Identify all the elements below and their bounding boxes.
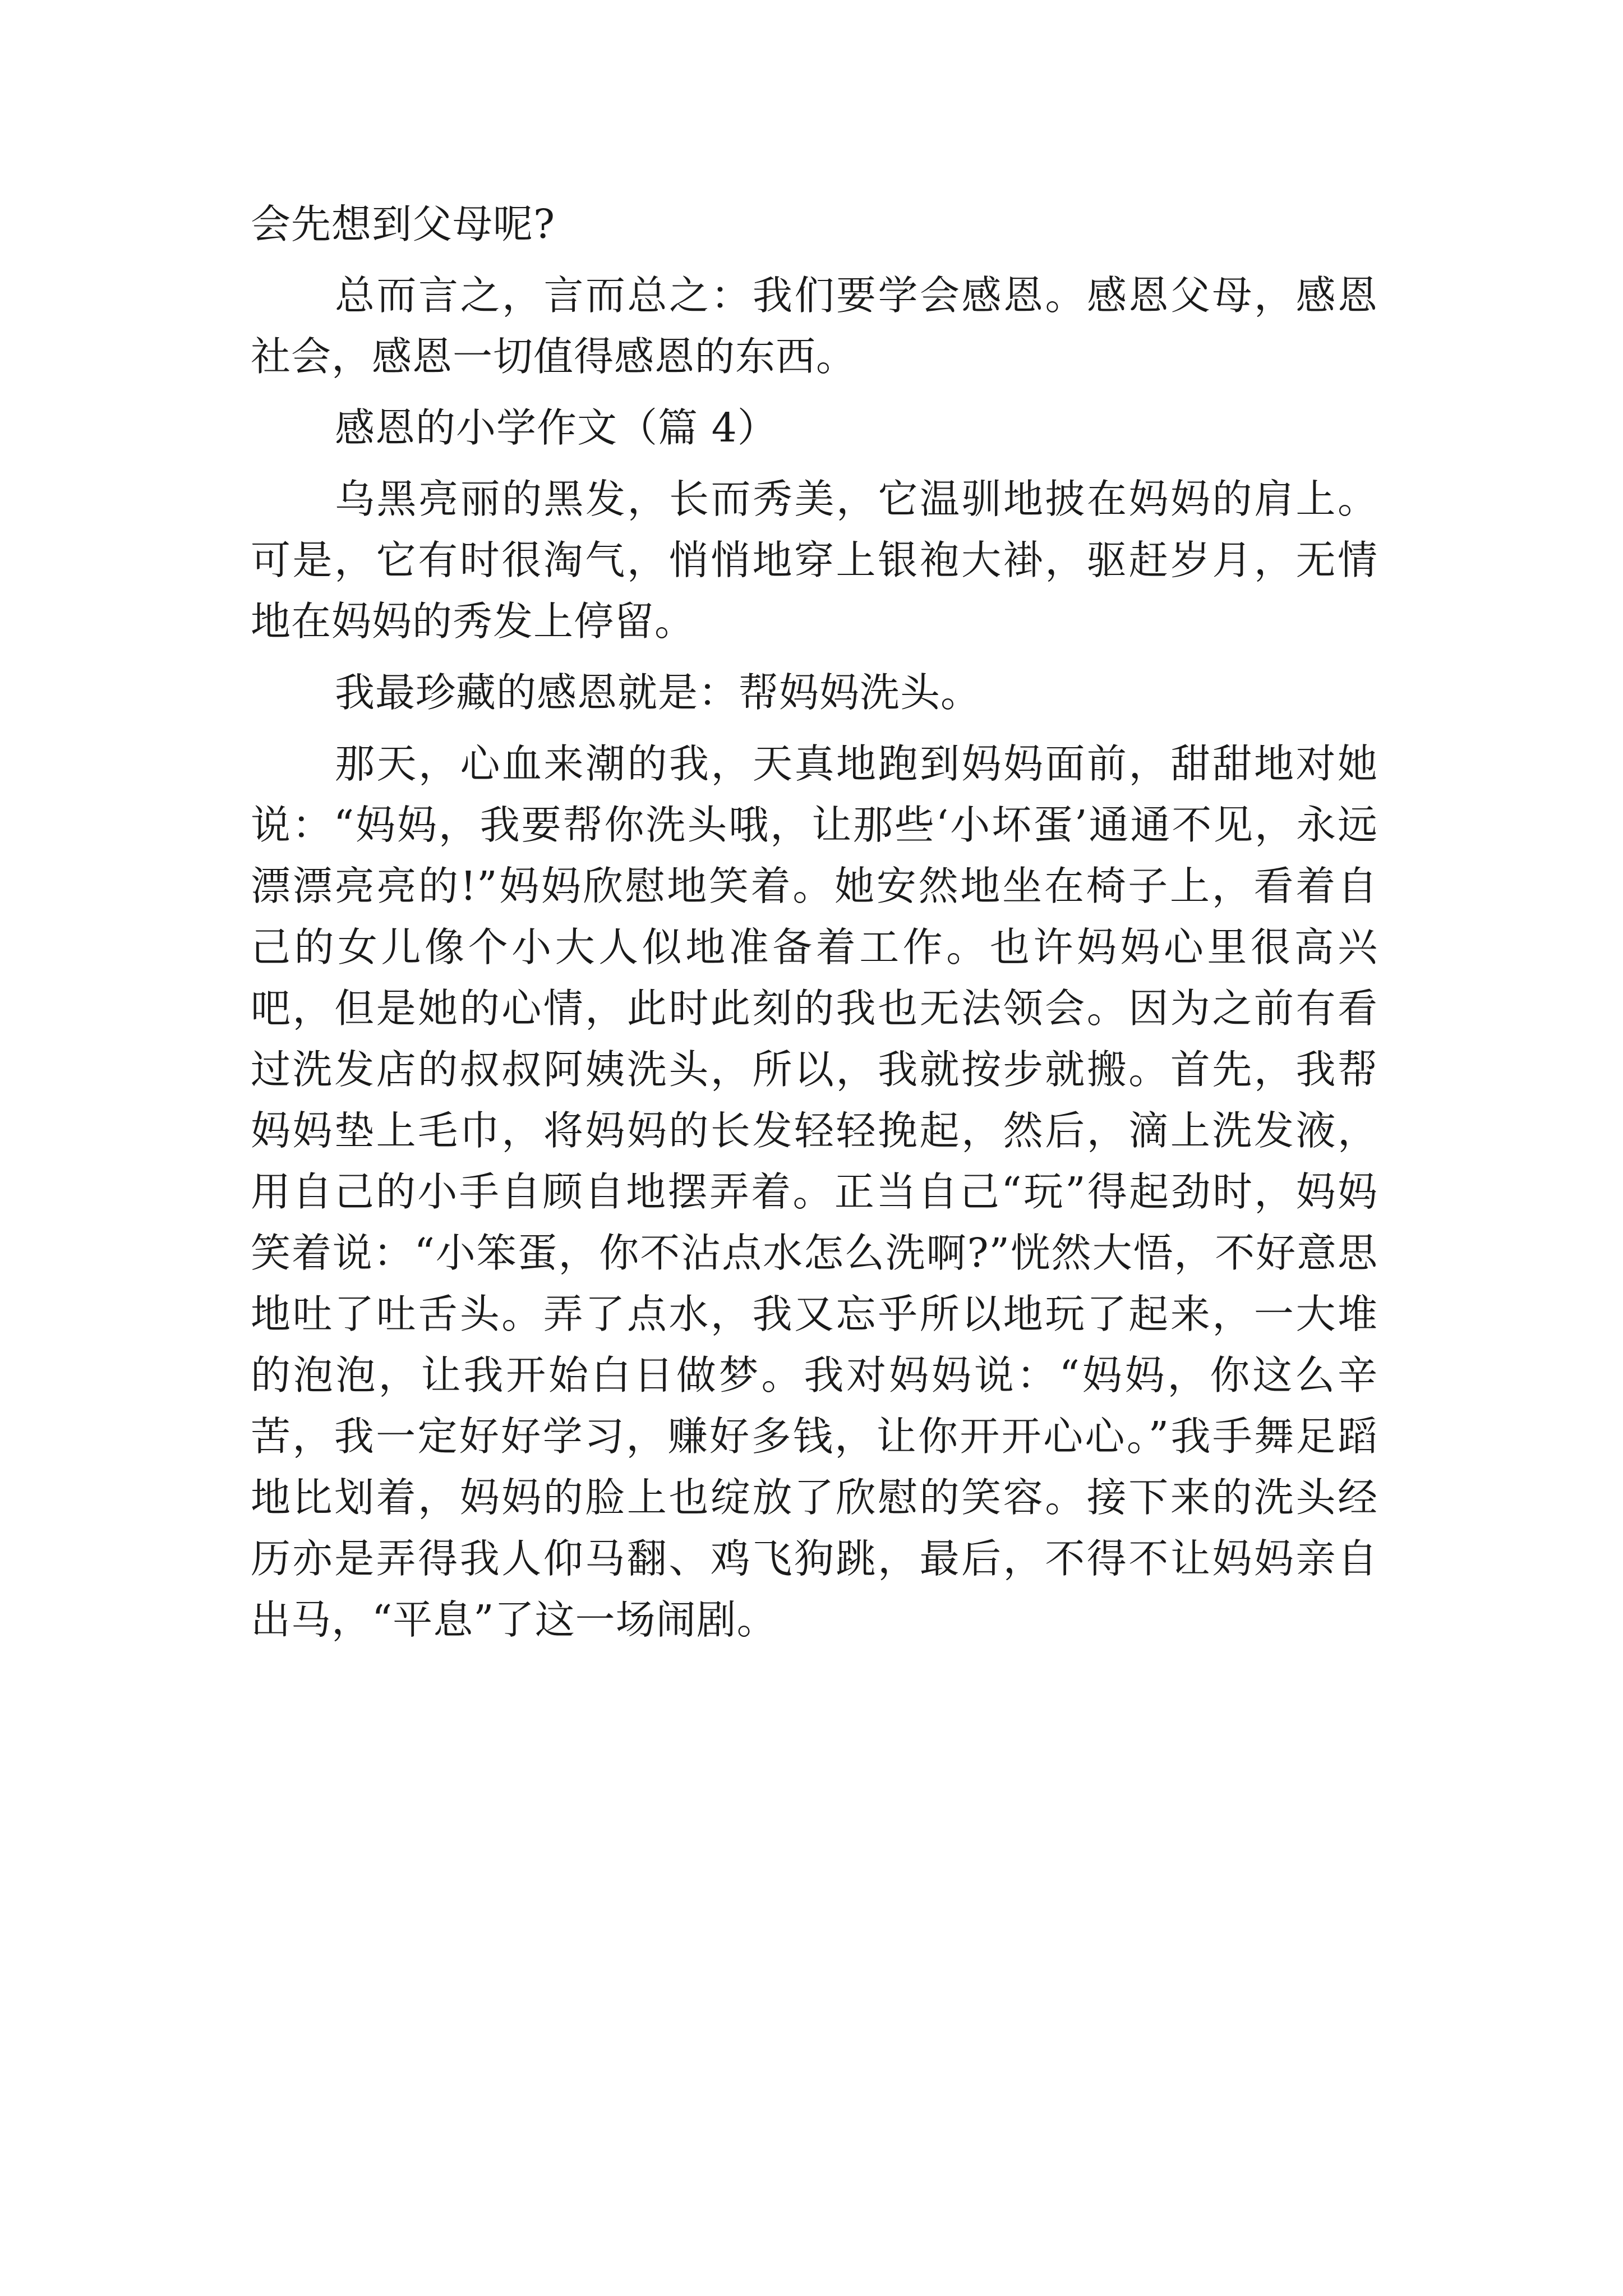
section-heading: 感恩的小学作文（篇 4） bbox=[335, 404, 778, 451]
document-body bbox=[251, 194, 1378, 1660]
paragraph-hair: 乌黑亮丽的黑发，长而秀美，它温驯地披在妈妈的肩上。可是，它有时很淘气，悄悄地穿上银袍大褂，驱赶岁月，无情地在妈妈的秀发上停留。 bbox=[251, 476, 1378, 645]
paragraph-conclusion: 总而言之，言而总之：我们要学会感恩。感恩父母，感恩社会，感恩一切值得感恩的东西。 bbox=[251, 272, 1378, 380]
paragraph-continuation: 会先想到父母呢? bbox=[251, 201, 556, 247]
paragraph-gratitude: 我最珍藏的感恩就是：帮妈妈洗头。 bbox=[335, 669, 981, 716]
paragraph-story: 那天，心血来潮的我，天真地跑到妈妈面前，甜甜地对她说：“妈妈，我要帮你洗头哦，让那些‘小坏蛋’通通不见，永远漂漂亮亮的!”妈妈欣慰地笑着。她安然地坐在椅子上，看着自己的女儿像个小大人似地准备着工作。也许妈妈心里很高兴吧，但是她的心情，此时此刻的我也无法领会。因为之前有看过洗发店的叔叔阿姨洗头，所以，我就按步就搬。首先，我帮妈妈垫上毛巾，将妈妈的长发轻轻挽起，然后，滴上洗发液，用自己的小手自顾自地摆弄着。正当自己“玩”得起劲时，妈妈笑着说：“小笨蛋，你不沾点水怎么洗啊?”恍然大悟，不好意思地吐了吐舌头。弄了点水，我又忘乎所以地玩了起来，一大堆的泡泡，让我开始白日做梦。我对妈妈说：“妈妈，你这么辛苦，我一定好好学习，赚好多钱，让你开开心心。”我手舞足蹈地比划着，妈妈的脸上也绽放了欣慰的笑容。接下来的洗头经历亦是弄得我人仰马翻、鸡飞狗跳，最后，不得不让妈妈亲自出马，“平息”了这一场闹剧。 bbox=[251, 740, 1378, 1643]
